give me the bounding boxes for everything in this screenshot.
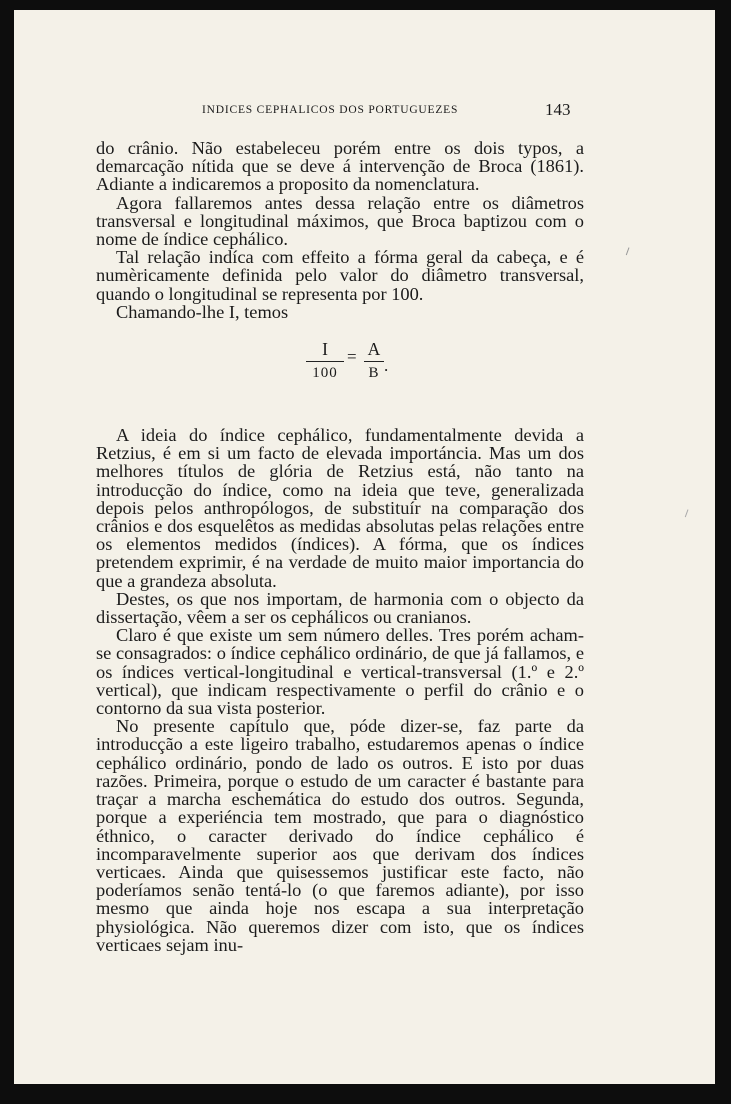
running-title: INDICES CEPHALICOS DOS PORTUGUEZES [202,104,459,116]
left-numerator: I [322,339,328,360]
left-fraction [306,339,344,382]
page-header [14,102,715,124]
left-denominator: 100 [312,365,338,382]
paragraph: No presente capítulo que, póde dizer-se, faz parte da introducção a este ligeiro trabalho, estudaremos apenas o índice cephálico ordinário, pondo de lado os outros. E isto por duas razões. Primeira, porque o estudo de um caracter é bastante para traçar a marcha eschemática do estudo dos outros. Segunda, porque a experiéncia tem mostrado, que para o diagnóstico éthnico, o caracter derivado do índice cephálico é incomparavelmente superior aos que derivam dos índices verticaes. Ainda que quisessemos justificar este facto, não poderíamos senão tentá-lo (o que faremos adiante), por isso mesmo que ainda hoje nos escapa a sua interpretação physiológica. Não queremos dizer com isto, que os índices verticaes sejam inu- [96,716,584,955]
paragraph: do crânio. Não estabeleceu porém entre os dois typos, a demarcação nítida que se deve á intervenção de Broca (1861). Adiante a indicaremos a proposito da nomenclatura. [96,138,584,195]
equals-sign: = [347,347,357,367]
paragraph: Agora fallaremos antes dessa relação entre os diâmetros transversal e longitudinal máximos, que Broca baptizou com o nome de índice cephálico. [96,192,584,250]
paragraph: A ideia do índice cephálico, fundamentalmente devida a Retzius, é em si um facto de elevada importáncia. Mas um dos melhores títulos de glória de Retzius está, não tanto na introducção do índice, como na ideia que teve, generalizada depois pelos anthropólogos, de substituír na comparação dos crânios e dos esquelêtos as medidas absolutas pelas relações entre os elementos medidos (índices). A fórma, que os índices pretendem exprimir, é na verdade de muito maior importancia do que a grandeza absoluta. [96,425,584,591]
paragraph: Chamando-lhe I, temos [116,301,289,322]
book-page [14,10,715,1084]
right-fraction [364,339,384,382]
paragraph: Destes, os que nos importam, de harmonia com o objecto da dissertação, vêem a ser os cephálicos ou cranianos. [96,588,584,628]
paragraph: Claro é que existe um sem número delles. Tres porém acham-se consagrados: o índice cephálico ordinário, de que já fallamos, e os índices vertical-longitudinal e vertical-transversal (1.º e 2.º vertical), que indicam respectivamente o perfil do crânio e o contorno da sua vista posterior. [96,625,584,719]
cephalic-index-formula [96,321,584,426]
fraction-bar [306,361,344,362]
right-numerator: A [367,339,381,360]
paragraph: Tal relação indíca com effeito a fórma geral da cabeça, e é numèricamente definida pelo valor do diâmetro transversal, quando o longitudinal se representa por 100. [96,247,584,304]
body-text [96,139,584,954]
margin-mark [685,509,692,518]
fraction-bar [364,361,384,362]
formula-period: . [384,356,389,376]
right-denominator: B [368,365,380,382]
page-number: 143 [545,100,571,119]
margin-mark [626,247,633,256]
